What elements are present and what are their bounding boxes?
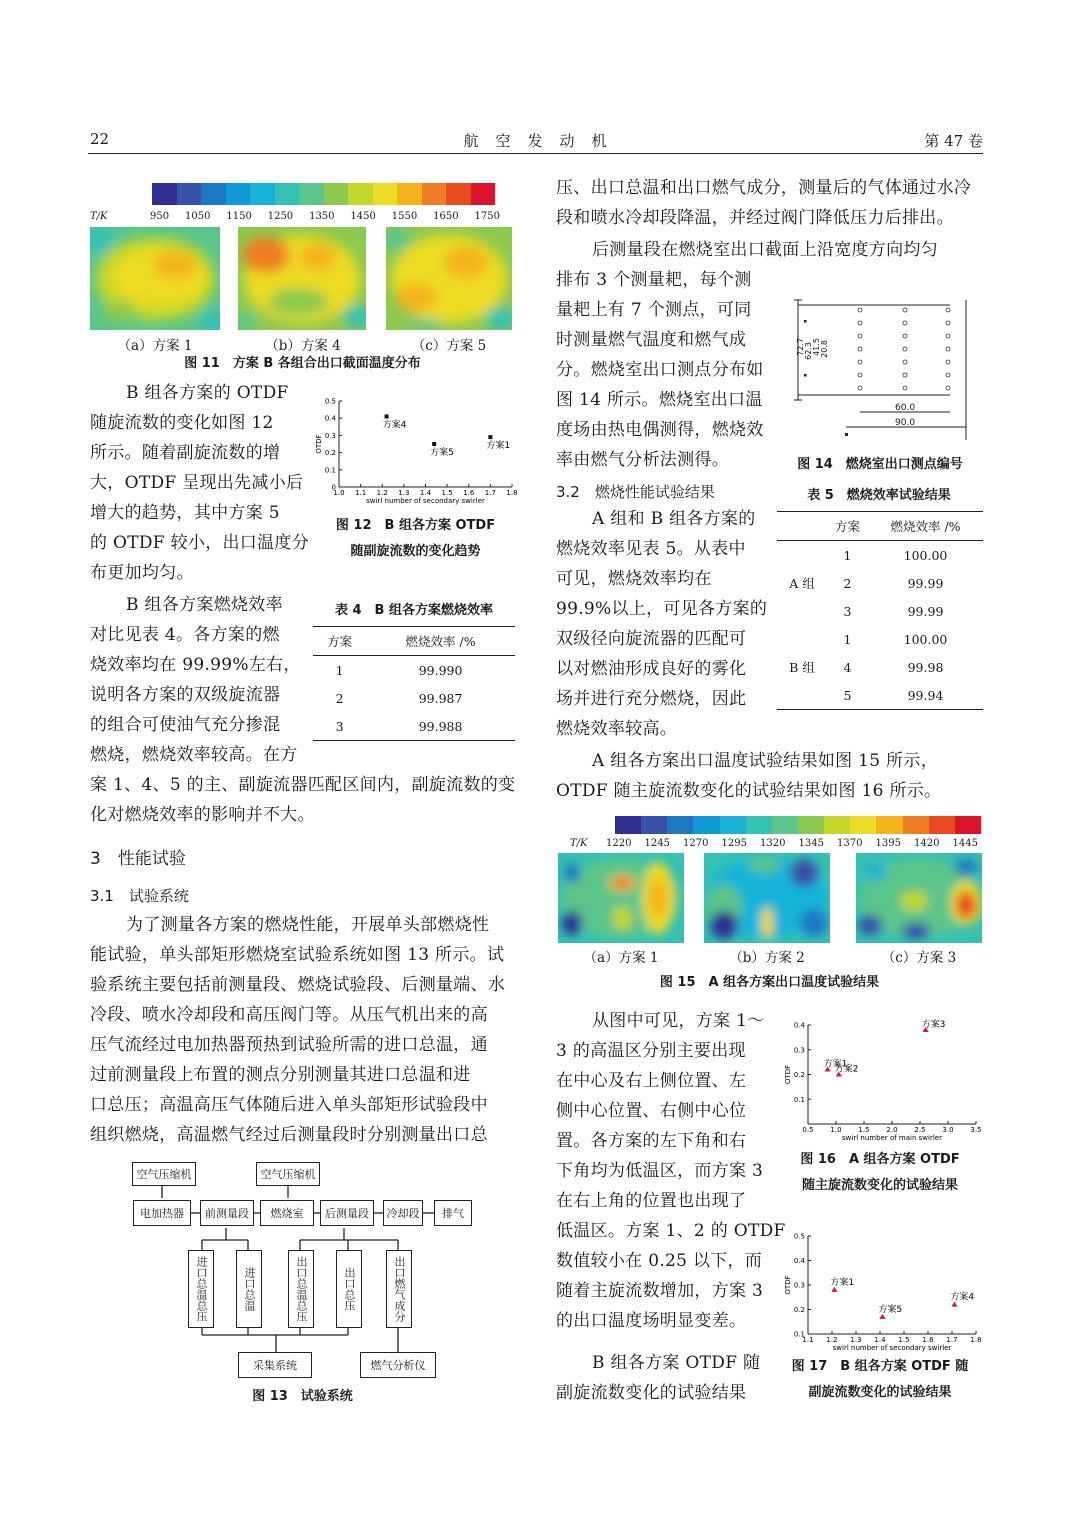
fig13-gas-analyzer: 燃气分析仪 (360, 1352, 436, 1378)
y-tick-label: 0.3 (793, 1281, 805, 1290)
colorbar-swatch (955, 816, 981, 834)
fig17-caption-line2: 副旋流数变化的试验结果 (808, 1385, 952, 1400)
data-point-label: 方案4 (382, 420, 407, 431)
fig13-inlet-temp: 进口总温 (236, 1250, 262, 1328)
fig15-unit: T/K (570, 838, 588, 849)
x-tick-label: 1.0 (333, 489, 345, 497)
fig13-combustor: 燃烧室 (260, 1200, 314, 1226)
x-axis-label: swirl number of main swirler (842, 1134, 942, 1142)
fig15-sub-b: （b）方案 2 (729, 950, 805, 966)
text-line: 量耙上有 7 个测点，可同 (556, 300, 752, 320)
fig14-dim-62-3: 62.3 (804, 342, 813, 360)
tick-label: 1150 (226, 211, 252, 222)
table5-caption: 表 5 燃烧效率试验结果 (807, 488, 951, 503)
table5-header-eff: 燃烧效率 /% (890, 519, 961, 534)
fig16-caption-line2: 随主旋流数变化的试验结果 (801, 1178, 958, 1193)
tick-label: 1245 (644, 838, 670, 849)
fig14-dim-72-7: 72.7 (796, 338, 805, 356)
text-line: 压气流经过电加热器预热到试验所需的进口总温，通 (90, 1035, 488, 1055)
fig11-heatmap-a (90, 227, 220, 330)
table4-header-scheme: 方案 (327, 634, 353, 649)
text-line: 排布 3 个测量耙，每个测 (556, 270, 752, 290)
data-point (432, 442, 436, 446)
tick-label: 1250 (267, 211, 294, 222)
text-line: 的出口温度场明显变差。 (556, 1311, 747, 1331)
header-rule (88, 153, 983, 154)
colorbar-swatch (201, 183, 226, 205)
x-tick-label: 1.8 (506, 489, 518, 497)
x-tick-label: 1.2 (376, 489, 388, 497)
x-tick-label: 1.5 (441, 489, 453, 497)
x-tick-label: 1.6 (922, 1336, 934, 1344)
x-tick-label: 1.1 (355, 489, 367, 497)
colorbar-swatch (746, 816, 772, 834)
x-tick-label: 1.5 (858, 1126, 870, 1134)
fig15-colorbar (615, 816, 981, 834)
fig11-colorbar (152, 183, 495, 205)
text-line: 段和喷水冷却段降温，并经过阀门降低压力后排出。 (556, 208, 954, 228)
y-tick-label: 0.4 (324, 414, 336, 423)
colorbar-swatch (720, 816, 746, 834)
table-row: 4 99.98 (843, 659, 944, 675)
colorbar-swatch (250, 183, 275, 205)
fig12-chart (313, 395, 518, 505)
tick-label: 950 (150, 211, 170, 222)
fig15-sub-c: （c）方案 3 (881, 950, 957, 966)
section-3-2-heading: 3.2 燃烧性能试验结果 (556, 483, 715, 501)
left-paragraph-3 (90, 910, 515, 1150)
y-axis-label: OTDF (315, 434, 323, 454)
y-tick-label: 0.4 (793, 1021, 805, 1030)
text-line: 度场由热电偶测得，燃烧效 (556, 420, 764, 440)
fig11-sub-b: （b）方案 4 (265, 338, 341, 354)
page-number: 22 (90, 130, 110, 148)
colorbar-swatch (824, 816, 850, 834)
x-tick-label: 1.2 (826, 1336, 838, 1344)
text-line: 的组合可使油气充分掺混 (90, 715, 281, 735)
x-tick-label: 1.8 (970, 1336, 982, 1344)
tick-label: 1450 (350, 211, 376, 222)
fig17-caption (776, 1354, 984, 1406)
tick-label: 1650 (433, 211, 459, 222)
y-tick-label: 0.1 (793, 1095, 805, 1104)
x-tick-label: 1.0 (830, 1126, 842, 1134)
x-tick-label: 1.4 (874, 1336, 886, 1344)
journal-title: 航 空 发 动 机 (463, 132, 608, 150)
text-line: 双级径向旋流器的匹配可 (556, 629, 747, 649)
tick-label: 1445 (952, 838, 978, 849)
text-line: 置。各方案的左下角和右 (556, 1131, 747, 1151)
x-tick-label: 1.7 (946, 1336, 958, 1344)
text-line: OTDF 随主旋流数变化的试验结果如图 16 所示。 (556, 781, 942, 801)
fig15-sub-a: （a）方案 1 (583, 950, 659, 966)
table-row: 2 99.987 (335, 690, 463, 706)
table-row: 3 99.99 (843, 603, 944, 619)
x-tick-label: 1.3 (398, 489, 410, 497)
x-tick-label: 3.5 (970, 1126, 982, 1134)
right-paragraph-2 (556, 265, 770, 475)
x-tick-label: 1.4 (419, 489, 432, 497)
text-line: 场并进行充分燃烧，因此 (556, 689, 747, 709)
fig13-exhaust: 排气 (434, 1200, 472, 1226)
text-line: 分。燃烧室出口测点分布如 (556, 360, 764, 380)
text-line: 对比见表 4。各方案的燃 (90, 625, 280, 645)
fig14-dim-41-5: 41.5 (812, 338, 821, 356)
table4-header-eff: 燃烧效率 /% (405, 634, 476, 649)
text-line: 率由燃气分析法测得。 (556, 450, 729, 470)
colorbar-swatch (446, 183, 471, 205)
colorbar-swatch (177, 183, 202, 205)
text-line: 增大的趋势，其中方案 5 (90, 503, 280, 523)
fig15-tick-labels (606, 838, 978, 849)
fig14-caption: 图 14 燃烧室出口测点编号 (797, 457, 963, 472)
table4-caption: 表 4 B 组各方案燃烧效率 (334, 603, 493, 618)
data-point-label: 方案1 (486, 441, 511, 452)
fig15-heatmap-b (704, 853, 830, 943)
fig15-caption: 图 15 A 组各方案出口温度试验结果 (659, 975, 880, 990)
x-tick-label: 0.5 (802, 1126, 814, 1134)
text-line: 过前测量段上布置的测点分别测量其进口总温和进 (90, 1065, 471, 1085)
text-line: 燃烧效率较高。 (556, 719, 678, 739)
x-axis-label: swirl number of secondary swirler (832, 1344, 952, 1352)
volume-label: 第 47 卷 (924, 132, 983, 150)
fig13-compressor-1: 空气压缩机 (132, 1162, 196, 1186)
x-tick-label: 1.3 (850, 1336, 862, 1344)
right-paragraph-4 (556, 746, 983, 806)
table4 (313, 626, 515, 741)
text-line: 所示。随着副旋流数的增 (90, 443, 281, 463)
x-tick-label: 2.0 (886, 1126, 898, 1134)
y-tick-label: 0.2 (324, 449, 336, 458)
colorbar-swatch (615, 816, 641, 834)
text-line: 时测量燃气温度和燃气成 (556, 330, 747, 350)
text-line: B 组各方案燃烧效率 (126, 595, 283, 615)
y-tick-label: 0.2 (793, 1306, 805, 1314)
tick-label: 1550 (391, 211, 418, 222)
y-tick-label: 0 (331, 483, 336, 492)
table5 (777, 511, 983, 710)
fig11-heatmap-b (238, 227, 366, 330)
fig16-caption (776, 1147, 984, 1199)
text-line: 数值较小在 0.25 以下，而 (556, 1251, 763, 1271)
text-line: A 组各方案出口温度试验结果如图 15 所示， (592, 751, 939, 771)
x-tick-label: 2.5 (914, 1126, 926, 1134)
tick-label: 1345 (798, 838, 824, 849)
tick-label: 1350 (309, 211, 335, 222)
fig13-rear-measure: 后测量段 (320, 1200, 374, 1226)
tick-label: 1750 (474, 211, 500, 222)
right-paragraph-3 (556, 504, 770, 744)
text-line: 验系统主要包括前测量段、燃烧试验段、后测量端、水 (90, 975, 506, 995)
colorbar-swatch (226, 183, 251, 205)
fig11-sub-a: （a）方案 1 (117, 338, 193, 354)
text-line: 燃烧效率见表 5。从表中 (556, 539, 746, 559)
tick-label: 1420 (914, 838, 940, 849)
y-tick-label: 0.5 (793, 1232, 805, 1241)
tick-label: 1220 (606, 838, 632, 849)
tick-label: 1370 (837, 838, 863, 849)
colorbar-swatch (876, 816, 902, 834)
fig11-sub-c: （c）方案 5 (411, 338, 487, 354)
text-line: 随旋流数的变化如图 12 (90, 413, 274, 433)
text-line: 化对燃烧效率的影响并不大。 (90, 805, 315, 825)
fig13-cooling: 冷却段 (383, 1200, 423, 1226)
colorbar-swatch (299, 183, 324, 205)
fig13-outlet-pressure: 出口总压 (336, 1250, 362, 1328)
colorbar-swatch (850, 816, 876, 834)
left-paragraph-2 (90, 590, 306, 770)
text-line: 下角均为低温区，而方案 3 (556, 1161, 764, 1181)
tick-label: 1270 (683, 838, 709, 849)
fig11-unit: T/K (90, 211, 108, 222)
fig13-electric-heater: 电加热器 (133, 1200, 191, 1226)
fig11-caption: 图 11 方案 B 各组合出口截面温度分布 (184, 356, 421, 371)
data-point-label: 方案2 (834, 1064, 859, 1075)
fig13-acquisition-system: 采集系统 (238, 1352, 312, 1378)
text-line: 可见，燃烧效率均在 (556, 569, 712, 589)
colorbar-swatch (903, 816, 929, 834)
text-line: 的 OTDF 较小，出口温度分 (90, 533, 310, 553)
fig13-outlet-temp-pressure: 出口总温总压 (288, 1250, 314, 1328)
text-line: 低温区。方案 1、2 的 OTDF (556, 1221, 786, 1241)
y-tick-label: 0.5 (324, 397, 336, 406)
right-paragraph-5 (556, 1006, 786, 1336)
data-point-label: 方案5 (878, 1304, 903, 1315)
colorbar-swatch (641, 816, 667, 834)
table-row: 1 99.990 (335, 662, 463, 678)
y-tick-label: 0.2 (793, 1071, 805, 1079)
x-tick-label: 1.6 (463, 489, 475, 497)
text-line: 组织燃烧，高温燃气经过后测量段时分别测量出口总 (90, 1125, 488, 1145)
fig12-caption-line1: 图 12 B 组各方案 OTDF (335, 518, 496, 533)
y-axis-label: OTDF (784, 1275, 792, 1295)
text-line: 大，OTDF 呈现出先减小后 (90, 473, 304, 493)
fig14-dim-20-8: 20.8 (820, 340, 829, 358)
y-tick-label: 0.1 (324, 466, 336, 475)
x-tick-label: 1.7 (484, 489, 496, 497)
fig13-front-measure: 前测量段 (200, 1200, 254, 1226)
fig17-chart (782, 1230, 982, 1352)
table5-header-scheme: 方案 (835, 519, 861, 534)
fig15-heatmap-a (558, 853, 684, 943)
colorbar-swatch (667, 816, 693, 834)
colorbar-swatch (693, 816, 719, 834)
table-row: 3 99.988 (335, 718, 463, 734)
x-axis-label: swirl number of secondary swirler (366, 497, 485, 505)
text-line: 压、出口总温和出口燃气成分，测量后的气体通过水冷 (556, 178, 972, 198)
x-tick-label: 1.5 (898, 1336, 910, 1344)
colorbar-swatch (348, 183, 373, 205)
text-line: 在右上角的位置也出现了 (556, 1191, 747, 1211)
left-paragraph-1 (90, 378, 310, 588)
fig13-caption: 图 13 试验系统 (252, 1389, 353, 1404)
text-line: B 组各方案的 OTDF (126, 383, 289, 403)
y-tick-label: 0.1 (793, 1330, 805, 1339)
text-line: 3 的高温区分别主要出现 (556, 1041, 746, 1061)
section-3-1-heading: 3.1 试验系统 (90, 887, 189, 905)
colorbar-swatch (471, 183, 496, 205)
table-row: 2 99.99 (843, 575, 944, 591)
text-line: 在中心及右上侧位置、左 (556, 1071, 747, 1091)
data-point-label: 方案3 (921, 1019, 946, 1030)
right-paragraph-7: 副旋流数变化的试验结果 (556, 1383, 747, 1403)
right-paragraph-2-first: 后测量段在燃烧室出口截面上沿宽度方向均匀 (592, 240, 938, 260)
colorbar-swatch (324, 183, 349, 205)
fig16-caption-line1: 图 16 A 组各方案 OTDF (800, 1152, 960, 1167)
text-line: 图 14 所示。燃烧室出口温 (556, 390, 763, 410)
colorbar-swatch (373, 183, 398, 205)
x-tick-label: 3.0 (942, 1126, 954, 1134)
left-paragraph-2-tail (90, 770, 515, 830)
data-point (385, 414, 389, 418)
table5-group-b: B 组 (789, 660, 815, 675)
fig13-inlet-temp-pressure: 进口总温总压 (188, 1250, 214, 1328)
data-point-label: 方案4 (950, 1292, 975, 1303)
table-row: A 组 1 100.00 (777, 541, 983, 570)
y-tick-label: 0.3 (324, 431, 336, 440)
text-line: 燃烧，燃烧效率较高。在方 (90, 745, 298, 765)
text-line: 口总压；高温高压气体随后进入单头部矩形试验段中 (90, 1095, 488, 1115)
tick-label: 1295 (721, 838, 747, 849)
tick-label: 1050 (185, 211, 211, 222)
y-axis-label: OTDF (784, 1064, 792, 1085)
text-line: 以对燃油形成良好的雾化 (556, 659, 747, 679)
text-line: 案 1、4、5 的主、副旋流器匹配区间内，副旋流数的变 (90, 775, 516, 795)
text-line: 侧中心位置、右侧中心位 (556, 1101, 747, 1121)
fig16-chart (782, 1017, 982, 1142)
fig12-caption-line2: 随副旋流数的变化趋势 (350, 544, 481, 559)
section-3-heading: 3 性能试验 (90, 849, 186, 869)
y-tick-label: 0.3 (793, 1046, 805, 1055)
right-paragraph-6: B 组各方案 OTDF 随 (592, 1353, 761, 1373)
colorbar-swatch (929, 816, 955, 834)
fig11-heatmap-c (386, 227, 512, 330)
text-line: 布更加均匀。 (90, 563, 194, 583)
tick-label: 1395 (875, 838, 901, 849)
fig17-caption-line1: 图 17 B 组各方案 OTDF 随 (791, 1359, 969, 1374)
fig11-tick-labels (150, 211, 500, 222)
table-row: 5 99.94 (843, 687, 944, 703)
text-line: 说明各方案的双级旋流器 (90, 685, 281, 705)
data-point (488, 435, 492, 439)
colorbar-swatch (275, 183, 300, 205)
right-paragraph-1 (556, 173, 983, 233)
colorbar-swatch (152, 183, 177, 205)
data-point-label: 方案1 (823, 1059, 848, 1070)
data-point-label: 方案5 (430, 448, 454, 458)
text-line: 能试验，单头部矩形燃烧室试验系统如图 13 所示。试 (90, 945, 505, 965)
text-line: 99.9%以上，可见各方案的 (556, 599, 768, 619)
y-tick-label: 0.4 (793, 1257, 805, 1265)
text-line: 烧效率均在 99.99%左右， (90, 655, 301, 675)
fig14-diagram (780, 290, 980, 445)
data-point-label: 方案1 (830, 1277, 855, 1288)
text-line: 从图中可见，方案 1～ (592, 1011, 765, 1031)
fig15-heatmap-c (856, 853, 982, 943)
colorbar-swatch (772, 816, 798, 834)
text-line: 为了测量各方案的燃烧性能，开展单头部燃烧性 (126, 915, 490, 935)
colorbar-swatch (397, 183, 422, 205)
tick-label: 1320 (760, 838, 786, 849)
x-tick-label: 1.1 (802, 1336, 814, 1344)
table-row: B 组 1 100.00 (777, 625, 983, 653)
colorbar-swatch (422, 183, 447, 205)
colorbar-swatch (798, 816, 824, 834)
fig14-dim-60: 60.0 (895, 403, 916, 413)
table5-group-a: A 组 (789, 576, 815, 591)
text-line: 冷段、喷水冷却段和高压阀门等。从压气机出来的高 (90, 1005, 488, 1025)
fig13-outlet-gas: 出口燃气成分 (386, 1250, 412, 1328)
fig14-dim-90: 90.0 (895, 418, 916, 428)
text-line: 随着主旋流数增加，方案 3 (556, 1281, 764, 1301)
fig13-compressor-2: 空气压缩机 (256, 1162, 320, 1186)
fig12-caption (318, 513, 513, 565)
text-line: A 组和 B 组各方案的 (592, 509, 756, 529)
